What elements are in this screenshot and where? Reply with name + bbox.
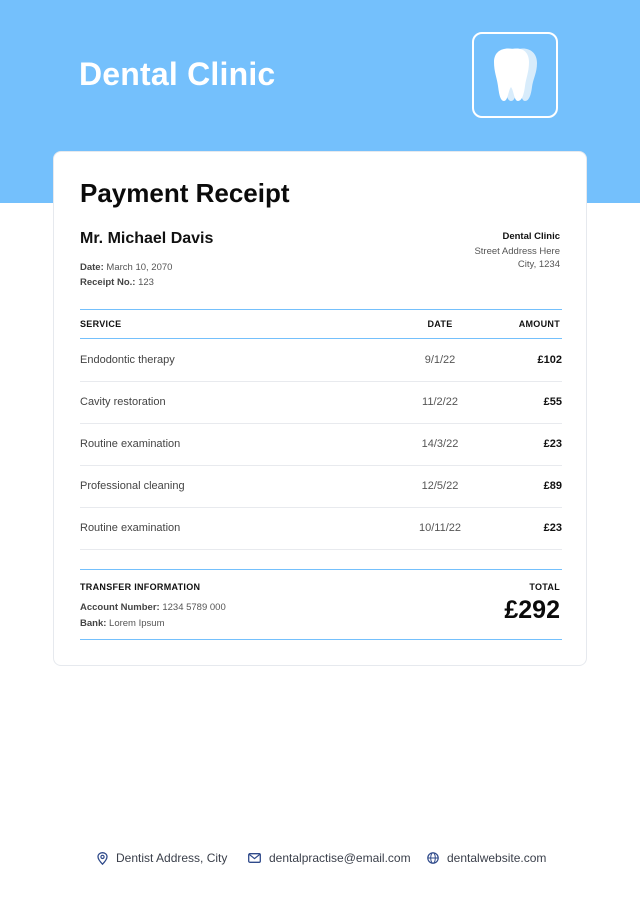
mail-icon [248,853,261,863]
account-value: 1234 5789 000 [162,602,226,613]
table-row [80,340,562,382]
receipt-number [80,277,154,288]
column-header-amount: AMOUNT [518,319,560,329]
receipt-no-value: 123 [138,277,154,288]
total-label: TOTAL [529,582,560,592]
bank-value: Lorem Ipsum [109,618,165,629]
service-cell: Routine examination [80,522,181,534]
receipt-date [80,262,172,273]
bank [80,618,164,629]
tooth-icon [489,45,541,105]
date-cell: 9/1/22 [424,354,456,366]
account-number [80,602,226,613]
page-title: Payment Receipt [80,178,290,208]
table-row [80,508,562,550]
clinic-title: Dental Clinic [79,56,276,92]
account-label: Account Number: [80,602,160,613]
service-cell: Endodontic therapy [80,354,175,366]
clinic-address-city: City, 1234 [517,259,560,270]
transfer-bottom-divider [80,639,562,640]
footer-address [97,851,227,865]
globe-icon [427,852,439,864]
table-row [80,466,562,508]
service-cell: Routine examination [80,438,181,450]
column-header-service: SERVICE [80,319,122,329]
table-top-divider [80,309,562,310]
table-row [80,382,562,424]
date-cell: 14/3/22 [421,438,459,450]
amount-cell: £55 [543,396,562,408]
table-row [80,424,562,466]
bank-label: Bank: [80,618,107,629]
clinic-address-name: Dental Clinic [502,231,560,242]
column-header-date: DATE [427,319,453,329]
service-cell: Professional cleaning [80,480,185,492]
footer-address-text: Dentist Address, City [116,851,228,865]
table-header-divider [80,338,562,339]
receipt-card [53,151,587,666]
logo-box [472,32,558,118]
footer-website[interactable] [427,851,546,865]
amount-cell: £89 [543,480,562,492]
amount-cell: £102 [537,354,562,366]
clinic-address-street: Street Address Here [474,246,560,257]
date-value: March 10, 2070 [106,262,173,273]
transfer-heading: TRANSFER INFORMATION [80,582,201,592]
total-amount: £292 [504,596,560,624]
service-cell: Cavity restoration [80,396,166,408]
footer-website-text[interactable]: dentalwebsite.com [447,851,547,865]
date-label: Date: [80,262,104,273]
footer-email[interactable] [248,851,411,865]
amount-cell: £23 [543,438,562,450]
date-cell: 11/2/22 [422,396,458,408]
transfer-top-divider [80,569,562,570]
date-cell: 10/11/22 [418,522,461,534]
receipt-no-label: Receipt No.: [80,277,136,288]
amount-cell: £23 [543,522,562,534]
date-cell: 12/5/22 [421,480,459,492]
footer [0,851,640,869]
footer-email-text[interactable]: dentalpractise@email.com [269,851,411,865]
location-pin-icon [97,852,108,865]
patient-name: Mr. Michael Davis [80,230,214,247]
